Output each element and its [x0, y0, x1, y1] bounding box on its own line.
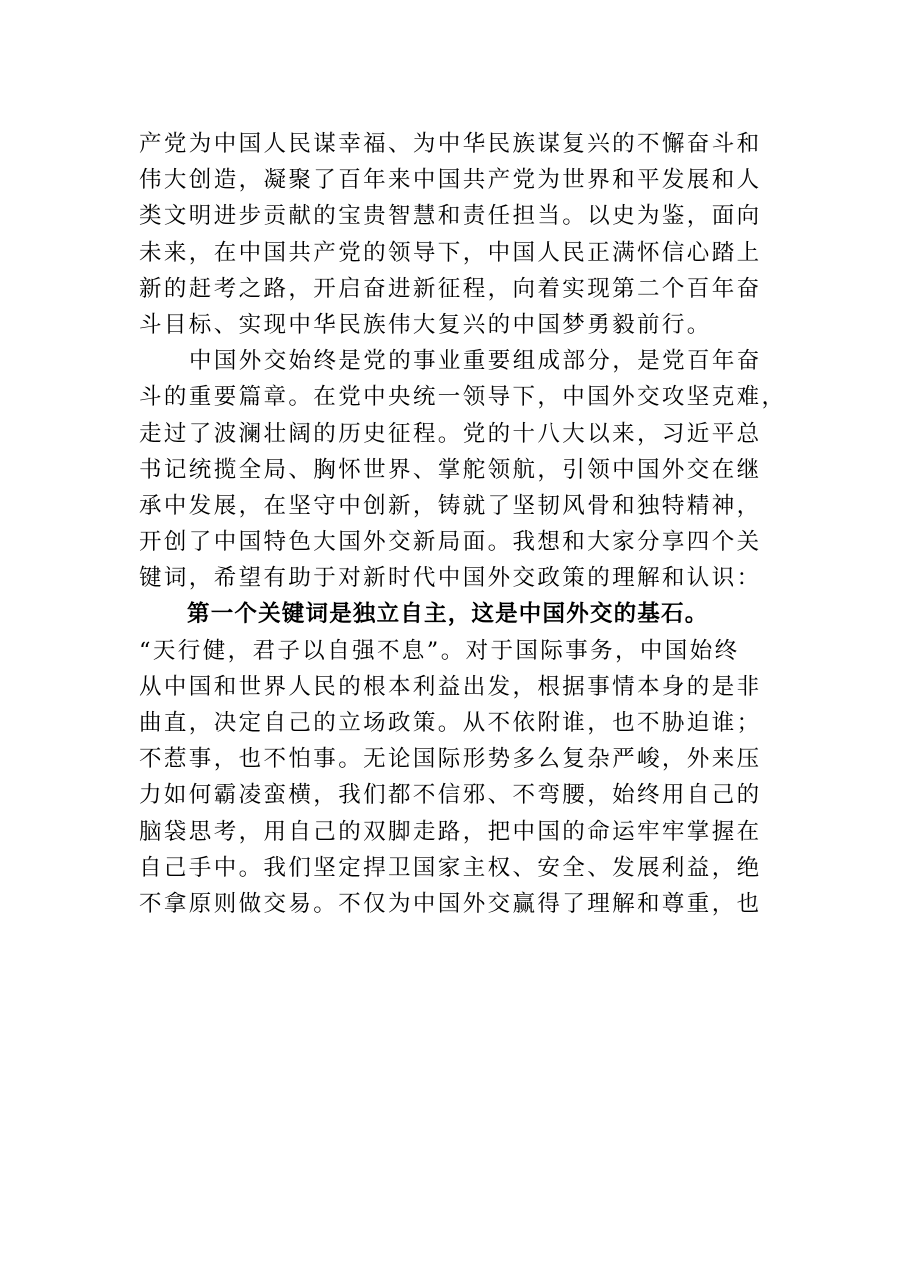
text-line: 不惹事，也不怕事。无论国际形势多么复杂严峻，外来压: [139, 746, 762, 773]
text-line: 不拿原则做交易。不仅为中国外交赢得了理解和尊重，也: [139, 890, 762, 917]
text-line: 开创了中国特色大国外交新局面。我想和大家分享四个关: [139, 529, 762, 556]
body-text: [139, 126, 787, 922]
text-line: 从中国和世界人民的根本利益出发，根据事情本身的是非: [139, 673, 762, 700]
text-line: “天行健，君子以自强不息”。对于国际事务，中国始终: [139, 637, 740, 664]
text-line: 承中发展，在坚守中创新，铸就了坚韧风骨和独特精神，: [139, 492, 762, 519]
text-line: 伟大创造，凝聚了百年来中国共产党为世界和平发展和人: [139, 167, 762, 194]
text-line: 曲直，决定自己的立场政策。从不依附谁，也不胁迫谁；: [139, 710, 762, 736]
text-line: 力如何霸凌蛮横，我们都不信邪、不弯腰，始终用自己的: [139, 782, 762, 809]
text-line: 产党为中国人民谋幸福、为中华民族谋复兴的不懈奋斗和: [139, 131, 762, 157]
text-line: 新的赶考之路，开启奋进新征程，向着实现第二个百年奋: [139, 275, 762, 302]
text-line: 走过了波澜壮阔的历史征程。党的十八大以来，习近平总: [139, 420, 762, 447]
text-line: 类文明进步贡献的宝贵智慧和责任担当。以史为鉴，面向: [139, 203, 762, 230]
text-line: 未来，在中国共产党的领导下，中国人民正满怀信心踏上: [139, 239, 762, 266]
text-line: 自己手中。我们坚定捍卫国家主权、安全、发展利益，绝: [139, 854, 762, 881]
text-line: 键词，希望有助于对新时代中国外交政策的理解和认识：: [139, 565, 762, 592]
text-line: 斗目标、实现中华民族伟大复兴的中国梦勇毅前行。: [139, 311, 712, 338]
paragraph-start-line: 中国外交始终是党的事业重要组成部分，是党百年奋: [189, 348, 762, 375]
text-line: 书记统揽全局、胸怀世界、掌舵领航，引领中国外交在继: [139, 456, 762, 483]
section-heading: 第一个关键词是独立自主，这是中国外交的基石。: [187, 601, 709, 628]
text-line: 脑袋思考，用自己的双脚走路，把中国的命运牢牢掌握在: [139, 818, 762, 845]
text-line: 斗的重要篇章。在党中央统一领导下，中国外交攻坚克难，: [139, 384, 787, 411]
